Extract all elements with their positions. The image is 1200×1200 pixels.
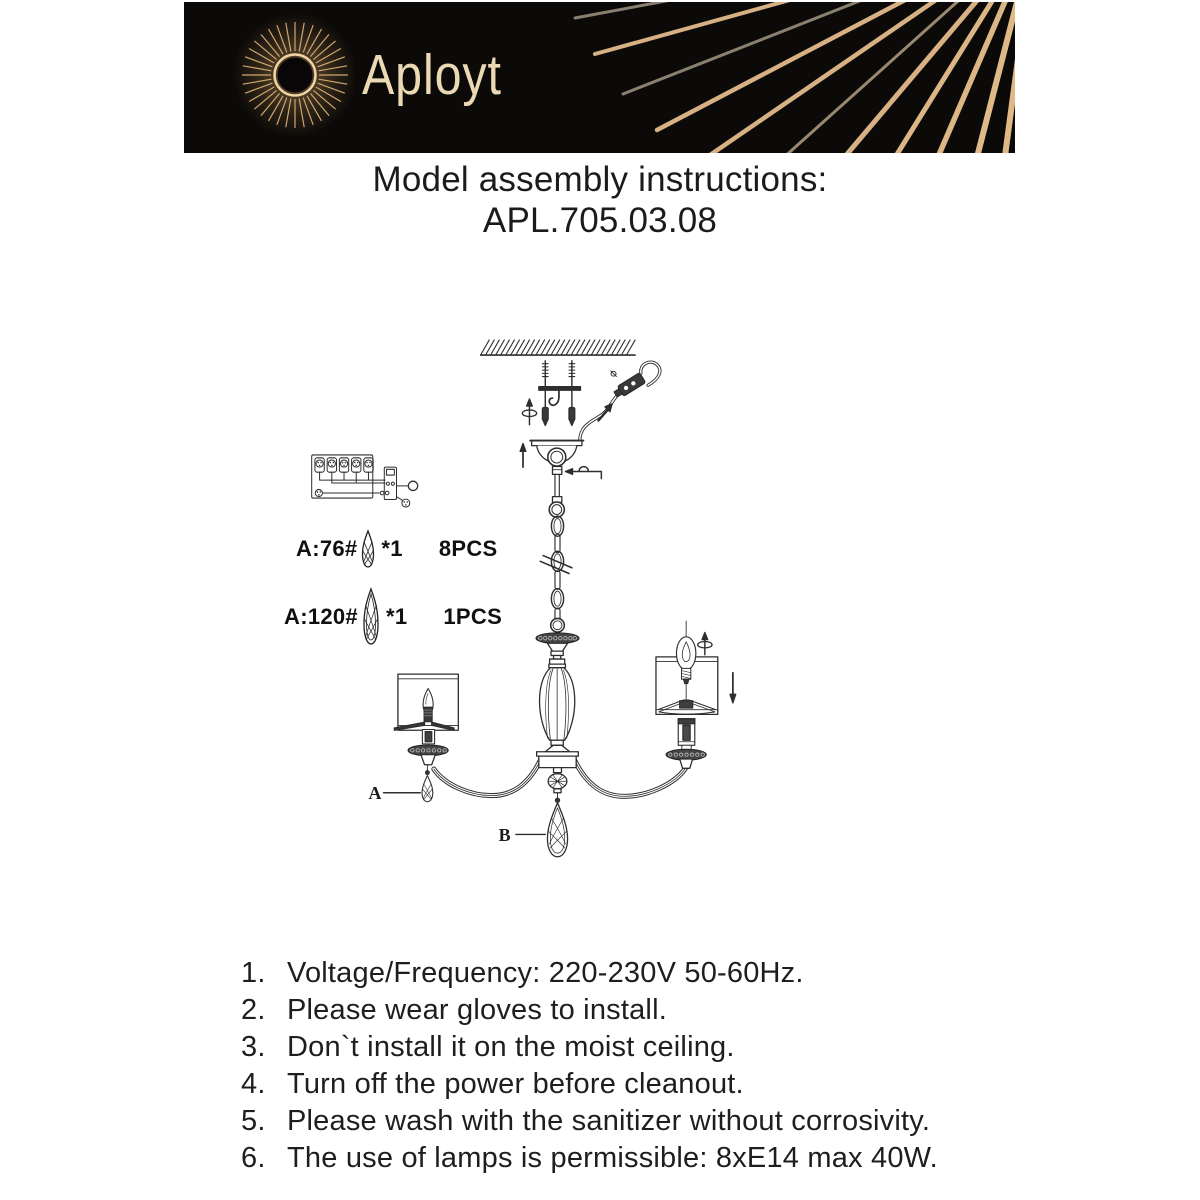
- instruction-item: [241, 992, 1021, 1029]
- page-title: Model assembly instructions:: [372, 160, 828, 199]
- mounting-bracket: [539, 387, 581, 391]
- instruction-number: 6.: [241, 1142, 266, 1174]
- crystal-drop-a: [422, 776, 433, 802]
- terminal-block: [315, 458, 373, 472]
- instruction-number: 3.: [241, 1031, 266, 1063]
- brand-name: Aployt: [362, 43, 502, 107]
- down-arrow-icon: [730, 673, 736, 703]
- instruction-text: Voltage/Frequency: 220-230V 50-60Hz.: [287, 957, 804, 989]
- center-column: [540, 664, 575, 752]
- instruction-item: [241, 955, 1021, 992]
- mounting-hardware: [539, 361, 581, 426]
- top-cap: [536, 633, 579, 664]
- instruction-text: Please wash with the sanitizer without corrosivity.: [287, 1105, 931, 1137]
- arm-right: [574, 759, 685, 796]
- chain: [540, 516, 572, 632]
- assembly-diagram: [270, 228, 960, 978]
- instruction-item: [241, 1066, 1021, 1103]
- radiating-lines-decoration: [535, 2, 1015, 153]
- instruction-text: Please wear gloves to install.: [287, 994, 667, 1026]
- center-finial: [547, 768, 567, 857]
- part-count: 1PCS: [443, 604, 503, 629]
- model-number: APL.705.03.08: [482, 201, 718, 240]
- instruction-item: [241, 1140, 1021, 1177]
- instruction-number: 2.: [241, 994, 266, 1026]
- wire-connector: [580, 362, 660, 443]
- bobeche-left: [408, 745, 448, 765]
- instruction-number: 5.: [241, 1105, 266, 1137]
- part-quantity: *1: [381, 536, 403, 561]
- bobeche-right: [666, 749, 706, 768]
- instruction-number: 4.: [241, 1068, 266, 1100]
- center-hub: [537, 752, 579, 768]
- canopy: [530, 441, 583, 475]
- instruction-text: Don`t install it on the moist ceiling.: [287, 1031, 735, 1063]
- instruction-number: 1.: [241, 957, 266, 989]
- label-a: [368, 783, 420, 803]
- label-b: [499, 825, 546, 845]
- screw-rotation-icon-right: [698, 632, 712, 654]
- instruction-item: [241, 1029, 1021, 1066]
- part-label: A:76#: [296, 536, 358, 561]
- label-a-text: A: [368, 783, 382, 804]
- suspension-rod: [549, 474, 564, 517]
- right-fixture: [656, 621, 736, 768]
- brand-banner: [184, 2, 1015, 153]
- screw-rotation-icon: [522, 399, 536, 425]
- ceiling-hatch: [481, 340, 636, 355]
- arm-left: [434, 759, 541, 796]
- instruction-item: [241, 1103, 1021, 1140]
- part-label: A:120#: [284, 604, 358, 629]
- crystal-drop-b: [547, 803, 567, 857]
- part-quantity: *1: [385, 604, 408, 629]
- instruction-text: The use of lamps is permissible: 8xE14 max 40W.: [287, 1142, 938, 1174]
- label-b-text: B: [498, 824, 511, 845]
- socket-right: [678, 719, 695, 750]
- ceiling-hook: [549, 390, 559, 405]
- instructions-list: [241, 955, 1021, 1177]
- wiring-diagram: [312, 455, 418, 507]
- instruction-text: Turn off the power before cleanout.: [287, 1068, 744, 1100]
- attach-arrow-icon: [565, 467, 601, 479]
- part-count: 8PCS: [438, 536, 498, 561]
- up-arrow-icon: [520, 443, 526, 467]
